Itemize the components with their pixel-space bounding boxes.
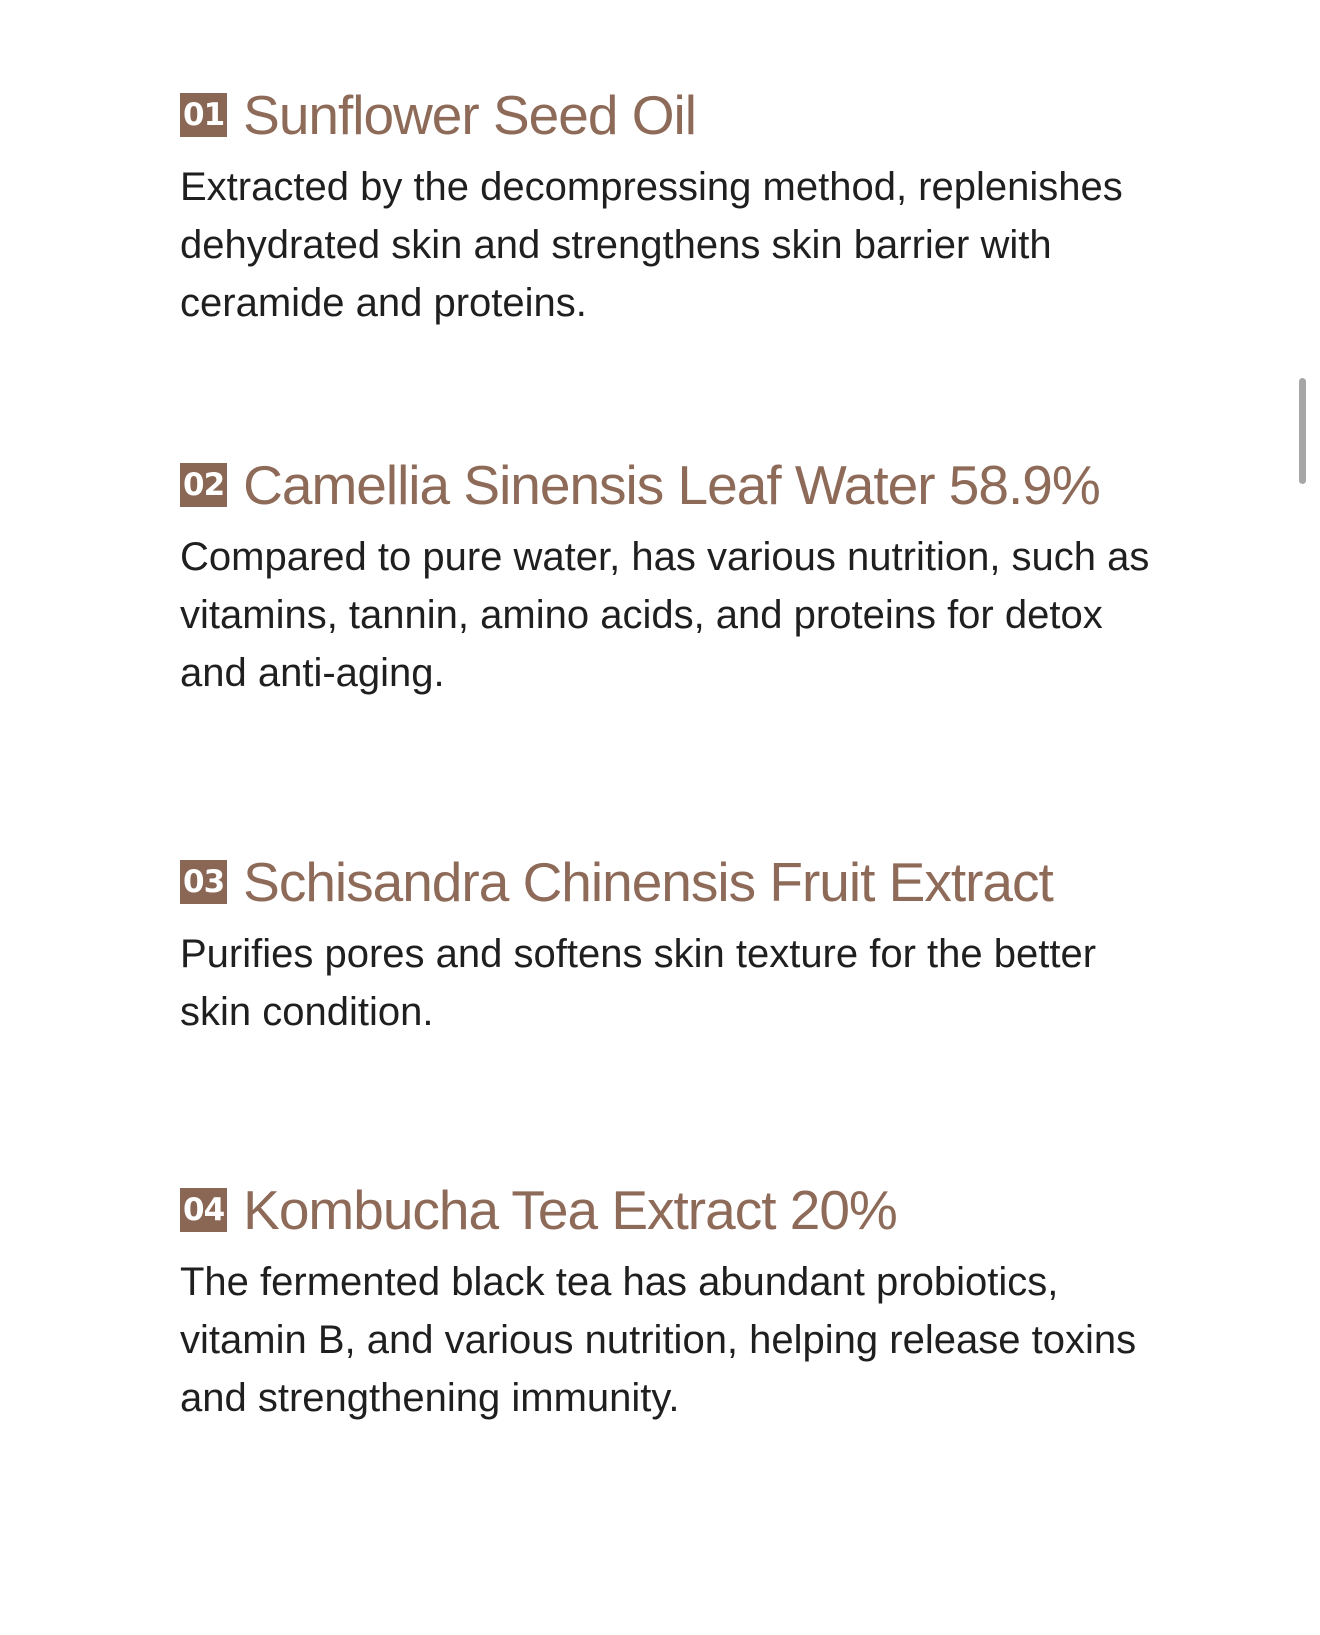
ingredient-description: Purifies pores and softens skin texture for the better skin condition.: [180, 932, 1097, 1034]
ingredient-number-badge: 01: [180, 93, 227, 137]
ingredient-item-2: [180, 450, 1180, 702]
ingredient-description: Extracted by the decompressing method, replenishes dehydrated skin and strengthens skin barrier with ceramide and proteins.: [180, 165, 1123, 325]
ingredient-title: Kombucha Tea Extract 20%: [243, 1179, 897, 1241]
ingredient-number-badge: 02: [180, 463, 227, 507]
ingredient-item-4: [180, 1175, 1180, 1427]
ingredient-heading: [180, 847, 1180, 917]
ingredient-description: The fermented black tea has abundant probiotics, vitamin B, and various nutrition, helping release toxins and strengthening immunity.: [180, 1260, 1137, 1420]
ingredient-title: Camellia Sinensis Leaf Water 58.9%: [243, 454, 1100, 516]
ingredient-title: Sunflower Seed Oil: [243, 84, 696, 146]
scrollbar-thumb[interactable]: [1299, 378, 1306, 484]
ingredient-heading: [180, 80, 1180, 150]
ingredient-number-badge: 03: [180, 860, 227, 904]
ingredient-item-1: [180, 80, 1180, 332]
ingredient-item-3: [180, 847, 1180, 1041]
ingredient-heading: [180, 1175, 1180, 1245]
ingredient-number-badge: 04: [180, 1188, 227, 1232]
ingredient-title: Schisandra Chinensis Fruit Extract: [243, 851, 1053, 913]
vertical-scrollbar[interactable]: [1290, 0, 1320, 1635]
ingredient-heading: [180, 450, 1180, 520]
ingredient-description: Compared to pure water, has various nutrition, such as vitamins, tannin, amino acids, and proteins for detox and anti-aging.: [180, 535, 1150, 695]
